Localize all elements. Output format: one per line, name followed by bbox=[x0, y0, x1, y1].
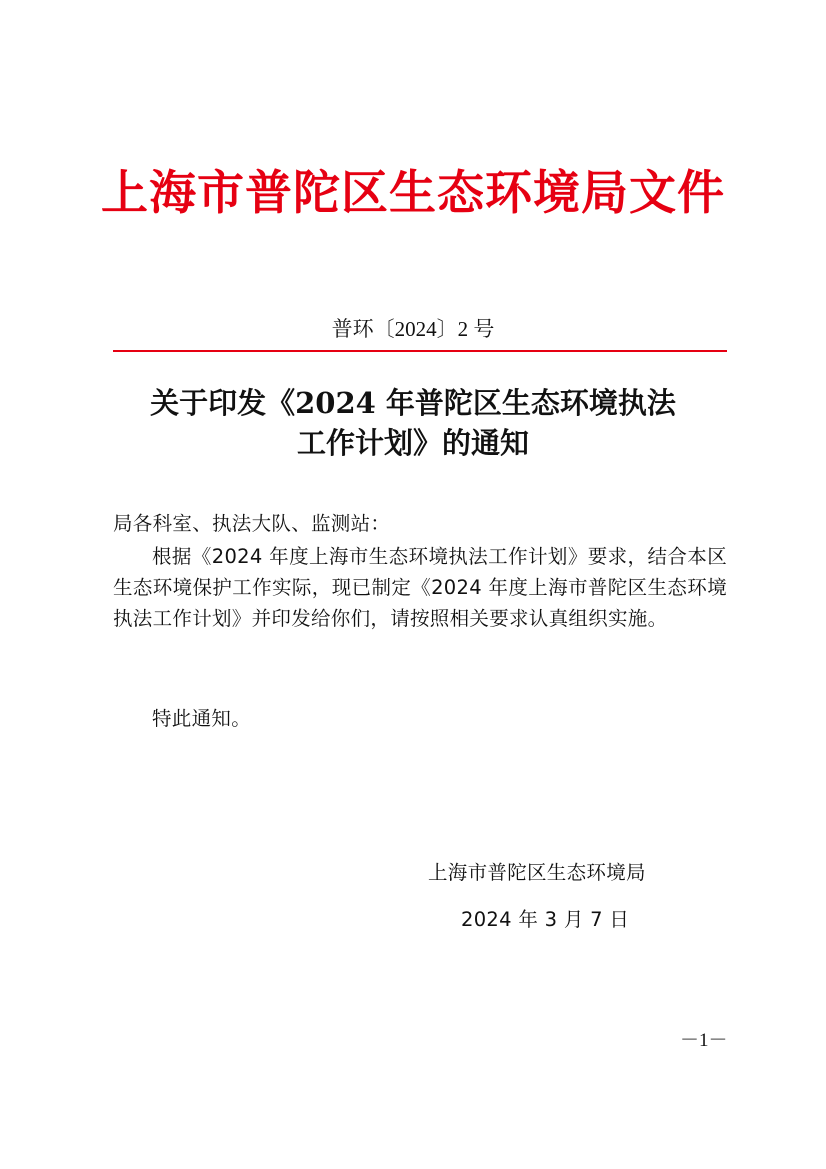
title-line-1: 关于印发《2024 年普陀区生态环境执法 bbox=[150, 386, 676, 420]
title-line-2: 工作计划》的通知 bbox=[296, 426, 529, 460]
red-separator-line bbox=[113, 350, 727, 352]
issuing-organization: 上海市普陀区生态环境局 bbox=[428, 861, 646, 884]
issue-date: 2024 年 3 月 7 日 bbox=[461, 908, 630, 931]
addressee: 局各科室、执法大队、监测站： bbox=[113, 512, 391, 535]
document-title bbox=[0, 383, 826, 463]
document-number: 普环〔2024〕2 号 bbox=[331, 317, 495, 341]
closing-phrase: 特此通知。 bbox=[152, 707, 252, 730]
page-number: －1－ bbox=[680, 1030, 728, 1051]
body-paragraph: 根据《2024 年度上海市生态环境执法工作计划》要求，结合本区生态环境保护工作实际，现已制定《2024 年度上海市普陀区生态环境执法工作计划》并印发给你们，请按照相关要求认真组织实施。 bbox=[113, 545, 727, 630]
document-masthead: 上海市普陀区生态环境局文件 bbox=[101, 166, 725, 221]
